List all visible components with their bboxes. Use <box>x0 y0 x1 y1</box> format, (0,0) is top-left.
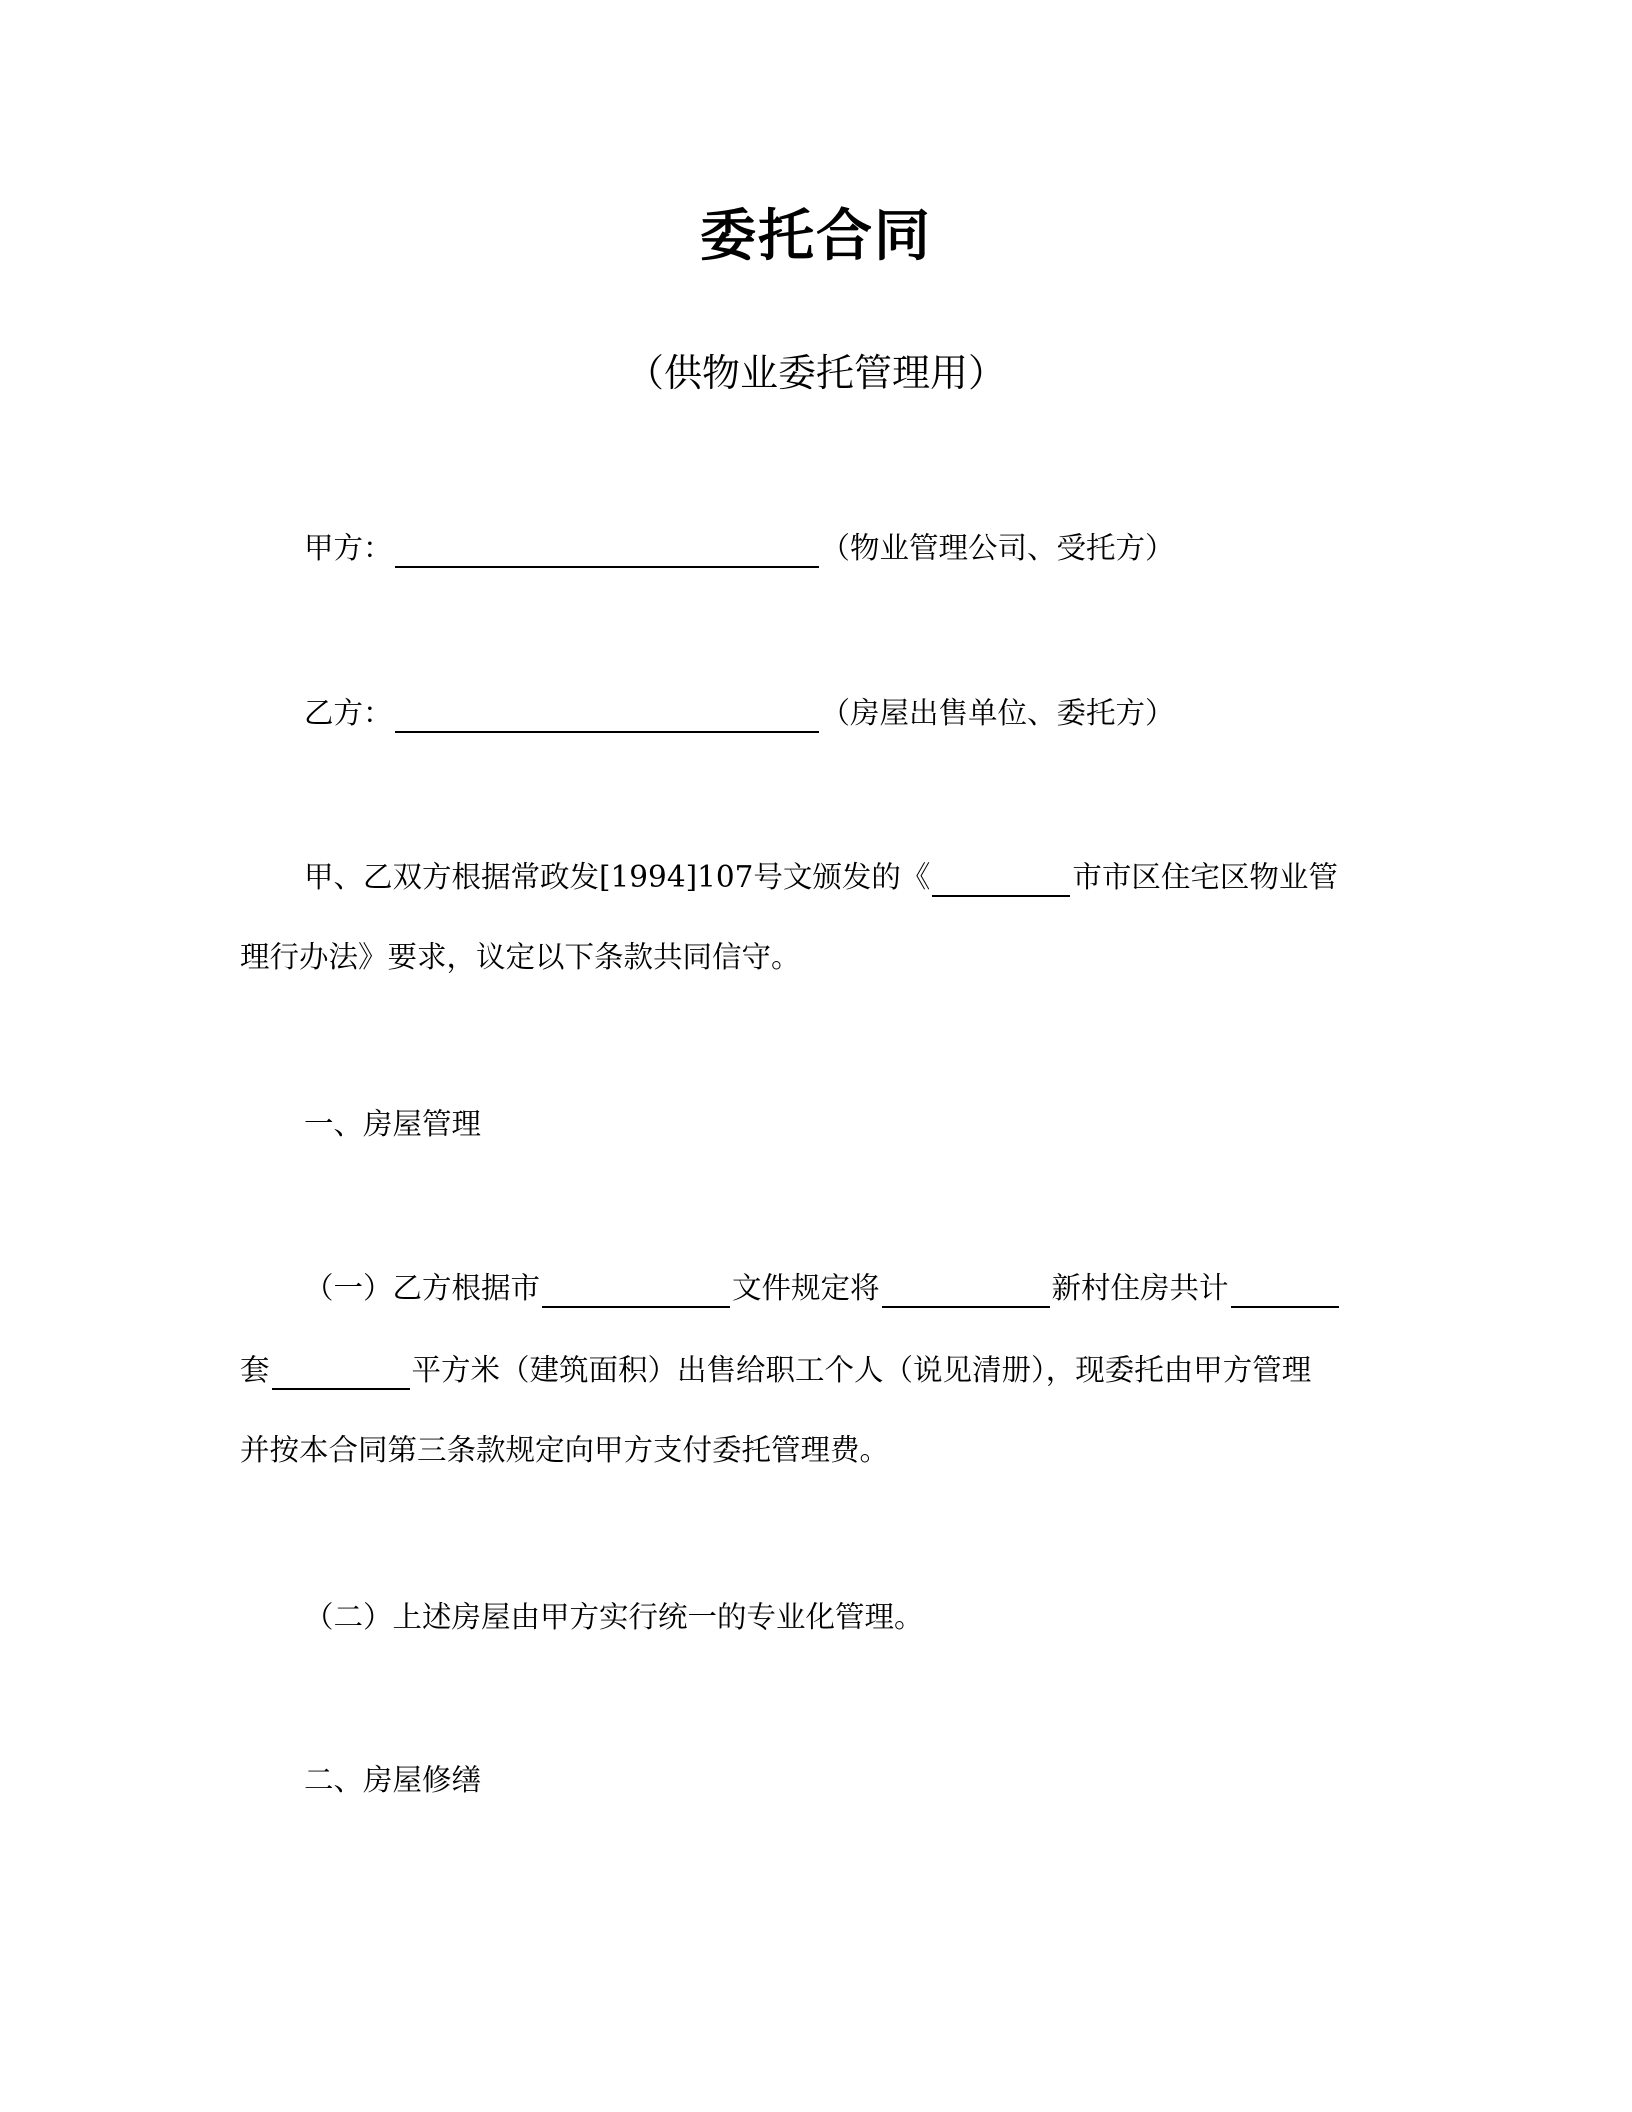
item-1-text: 套 <box>240 1353 270 1387</box>
party-a-label: 甲方： <box>304 531 393 565</box>
item-1-text: 新村住房共计 <box>1051 1271 1229 1305</box>
preamble-text: 甲、乙双方根据常政发[1994]107号文颁发的《 <box>304 860 931 894</box>
item-1-text: （一）乙方根据市 <box>304 1271 541 1305</box>
party-a-note: （物业管理公司、受托方） <box>820 531 1175 565</box>
preamble-line-2: 理行办法》要求，议定以下条款共同信守。 <box>240 940 801 974</box>
party-b-note: （房屋出售单位、委托方） <box>820 696 1175 730</box>
document-subtitle: （供物业委托管理用） <box>625 351 1006 395</box>
city-blank[interactable] <box>932 865 1070 897</box>
item-1-text: 平方米（建筑面积）出售给职工个人（说见清册），现委托由甲方管理 <box>411 1353 1312 1387</box>
document-blank[interactable] <box>542 1276 730 1308</box>
item-2: （二）上述房屋由甲方实行统一的专业化管理。 <box>304 1600 924 1634</box>
area-blank[interactable] <box>272 1358 410 1390</box>
party-b-line <box>304 693 1175 733</box>
party-b-blank[interactable] <box>395 701 819 733</box>
item-1-line-2 <box>240 1350 1311 1390</box>
party-b-label: 乙方： <box>304 696 393 730</box>
item-1-line-1 <box>304 1268 1341 1308</box>
party-a-line <box>304 528 1175 568</box>
item-1-text: 文件规定将 <box>732 1271 880 1305</box>
party-a-blank[interactable] <box>395 536 819 568</box>
preamble-line-1 <box>304 857 1338 897</box>
village-blank[interactable] <box>882 1276 1050 1308</box>
units-blank[interactable] <box>1231 1276 1339 1308</box>
section-2-heading: 二、房屋修缮 <box>304 1763 482 1797</box>
preamble-text-cont: 市市区住宅区物业管 <box>1072 860 1338 894</box>
section-1-heading: 一、房屋管理 <box>304 1107 482 1141</box>
document-title: 委托合同 <box>700 203 932 269</box>
item-1-line-3: 并按本合同第三条款规定向甲方支付委托管理费。 <box>240 1433 890 1467</box>
